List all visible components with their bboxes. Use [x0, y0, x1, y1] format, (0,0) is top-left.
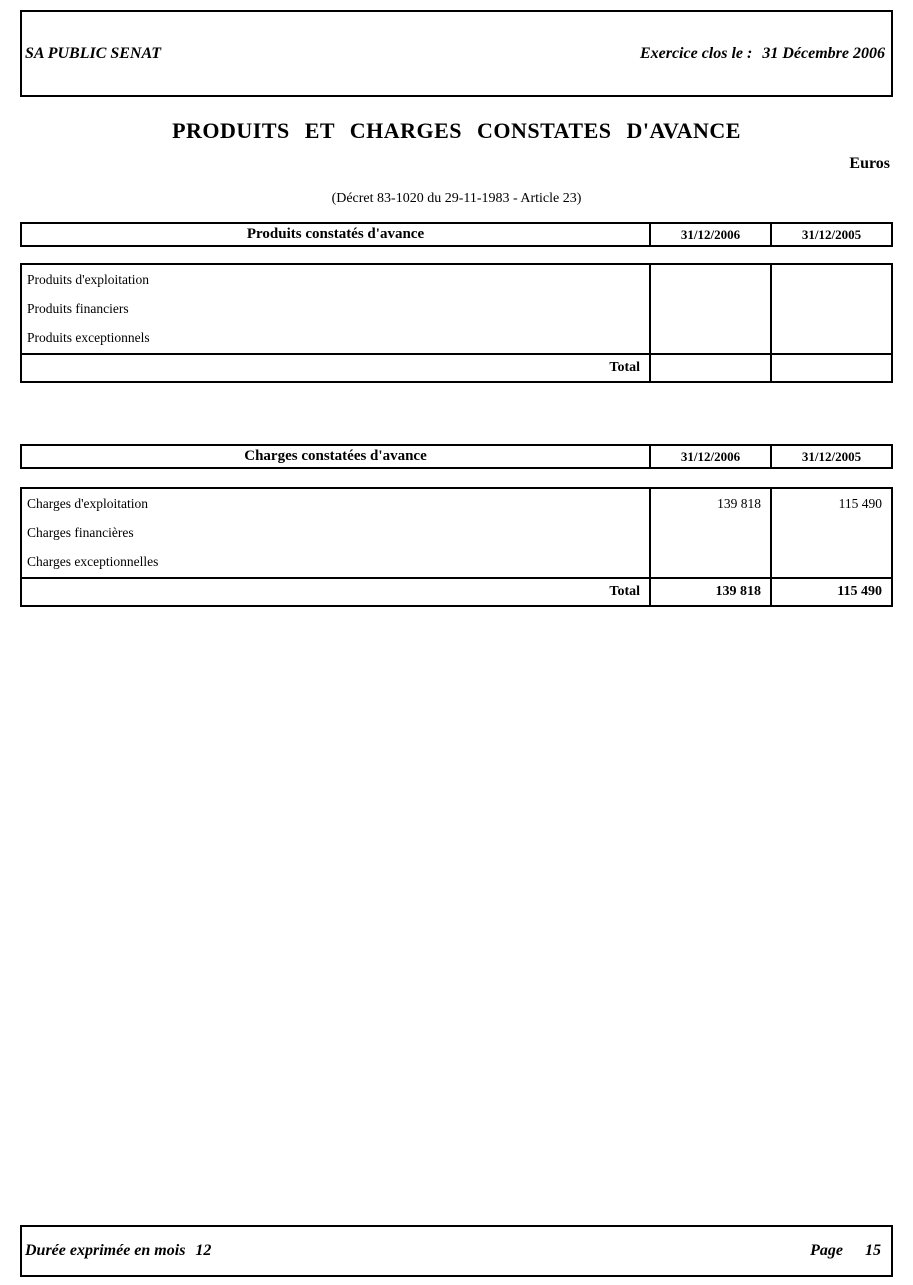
row-value-2005	[770, 265, 891, 294]
row-value-2006	[649, 548, 770, 577]
table-row	[22, 265, 891, 294]
row-value-2005: 115 490	[770, 489, 891, 518]
produits-col-2006-header: 31/12/2006	[649, 224, 770, 245]
charges-col-2005-header: 31/12/2005	[770, 446, 891, 467]
page-header-box	[20, 10, 893, 97]
decree-reference: (Décret 83-1020 du 29-11-1983 - Article 23)	[331, 191, 582, 206]
row-value-2005	[770, 294, 891, 323]
page-indicator	[810, 1242, 881, 1260]
row-value-2005	[770, 324, 891, 353]
row-value-2006	[649, 518, 770, 547]
total-value-2006: 139 818	[649, 579, 770, 605]
table-row	[22, 294, 891, 323]
row-value-2006	[649, 294, 770, 323]
row-value-2006	[649, 265, 770, 294]
company-name: SA PUBLIC SENAT	[25, 44, 162, 62]
fiscal-year-close	[640, 45, 885, 63]
charges-table-header	[20, 444, 893, 469]
produits-table-header	[20, 222, 893, 247]
table-row	[22, 324, 891, 353]
row-value-2005	[770, 548, 891, 577]
total-row	[22, 577, 891, 605]
duration-info	[25, 1242, 211, 1260]
table-row	[22, 489, 891, 518]
page-number: 15	[865, 1242, 881, 1259]
row-label: Produits exceptionnels	[27, 330, 150, 346]
table-row	[22, 518, 891, 547]
row-label: Charges exceptionnelles	[27, 554, 159, 570]
total-row	[22, 353, 891, 381]
total-value-2005: 115 490	[770, 579, 891, 605]
fiscal-year-close-date: 31 Décembre 2006	[762, 44, 885, 62]
total-label: Total	[609, 583, 640, 599]
fiscal-year-close-label: Exercice clos le :	[639, 44, 753, 62]
produits-table-body	[20, 263, 893, 383]
total-value-2005	[770, 355, 891, 381]
total-label: Total	[609, 359, 640, 375]
page-footer-box	[20, 1225, 893, 1277]
produits-table-title: Produits constatés d'avance	[246, 226, 425, 242]
row-label: Charges d'exploitation	[27, 495, 149, 511]
row-label: Produits d'exploitation	[27, 271, 150, 287]
duration-label: Durée exprimée en mois	[25, 1242, 186, 1259]
row-value-2006: 139 818	[649, 489, 770, 518]
charges-table-title: Charges constatées d'avance	[244, 448, 427, 464]
currency-label: Euros	[849, 155, 890, 172]
total-value-2006	[649, 355, 770, 381]
table-row	[22, 548, 891, 577]
row-label: Charges financières	[27, 524, 134, 540]
row-label: Produits financiers	[27, 300, 129, 316]
row-value-2006	[649, 324, 770, 353]
row-value-2005	[770, 518, 891, 547]
produits-col-2005-header: 31/12/2005	[770, 224, 891, 245]
duration-value: 12	[195, 1242, 212, 1259]
charges-col-2006-header: 31/12/2006	[649, 446, 770, 467]
document-title: PRODUITS ET CHARGES CONSTATES D'AVANCE	[172, 118, 741, 143]
page-label: Page	[810, 1242, 843, 1259]
charges-table-body	[20, 487, 893, 607]
